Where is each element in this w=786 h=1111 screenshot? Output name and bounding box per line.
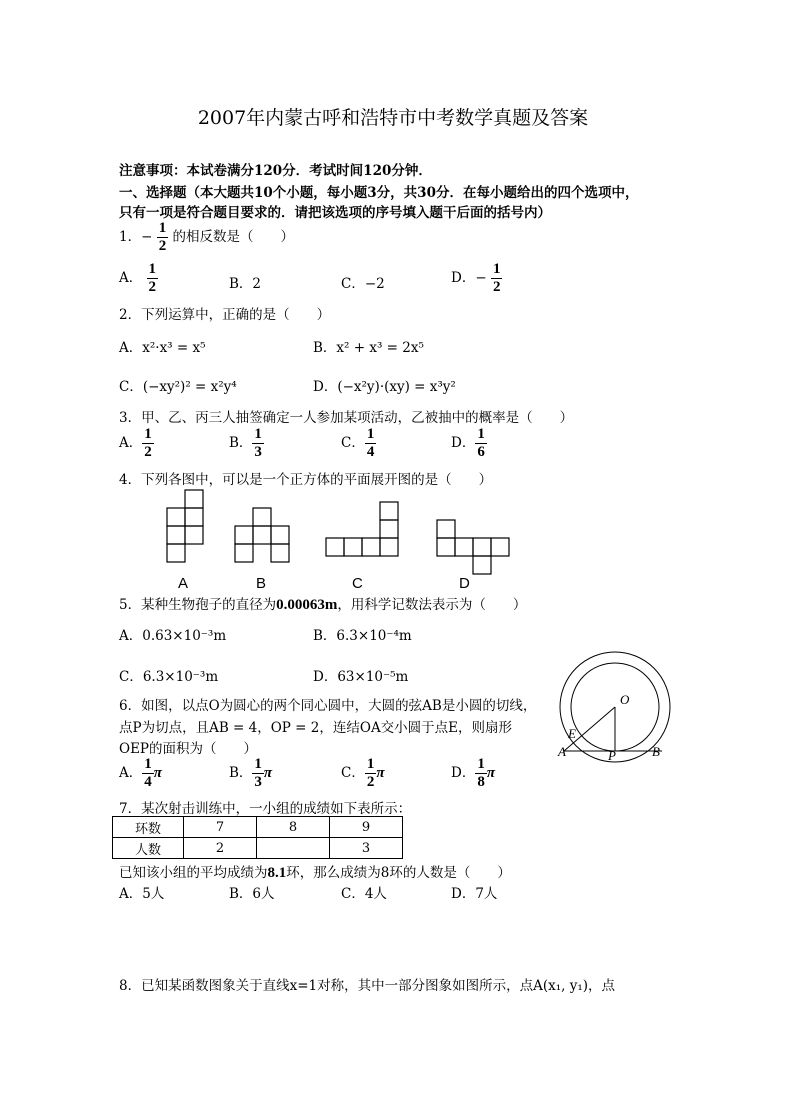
q6-option-b[interactable]: B． $\frac{1}{3}$ π	[229, 756, 273, 790]
q6-option-d[interactable]: D． $\frac{1}{8}$ π	[451, 756, 496, 790]
q1-option-c[interactable]: C．−2	[341, 276, 385, 292]
table-cell: 环数	[113, 817, 184, 838]
section-heading-line1: 一、选择题（本大题共10个小题，每小题3分，共30分．在每小题给出的四个选项中，	[119, 185, 639, 201]
section-heading-line2: 只有一项是符合题目要求的．请把该选项的序号填入题干后面的括号内）	[119, 205, 551, 221]
q5-value: 0.00063m	[276, 597, 338, 613]
table-cell: 9	[330, 817, 403, 838]
question-7-followup: 已知该小组的平均成绩为8.1环，那么成绩为8环的人数是（ ）	[119, 865, 511, 881]
table-cell	[257, 838, 330, 859]
question-6-line3: OEP的面积为（ ）	[119, 741, 258, 757]
cube-net-figures	[150, 485, 530, 575]
cube-net-a	[167, 490, 203, 562]
question-6-line1: 6．如图，以点O为圆心的两个同心圆中，大圆的弦AB是小圆的切线，	[119, 698, 537, 714]
cube-net-c	[326, 502, 398, 556]
question-4-stem: 4．下列各图中，可以是一个正方体的平面展开图的是（ ）	[119, 472, 493, 488]
caption-c: C	[352, 575, 363, 592]
q7-option-b[interactable]: B．6人	[229, 886, 275, 902]
q1-option-b[interactable]: B．2	[229, 276, 262, 292]
concentric-circles-figure	[550, 650, 692, 765]
q6-option-a[interactable]: A． $\frac{1}{4}$ π	[119, 756, 162, 790]
caption-a: A	[178, 575, 189, 592]
q3-option-d[interactable]: D． $\frac{1}{6}$	[451, 426, 485, 460]
question-7-stem: 7．某次射击训练中，一小组的成绩如下表所示：	[119, 801, 412, 817]
q1-prefix: 1．−	[119, 229, 153, 245]
q5-option-d[interactable]: D．63×10⁻⁵m	[313, 669, 409, 685]
score-table	[112, 816, 403, 859]
table-cell: 3	[330, 838, 403, 859]
q2-option-c[interactable]: C．(−xy²)² = x²y⁴	[119, 379, 237, 395]
q7-option-d[interactable]: D．7人	[451, 886, 498, 902]
q2-option-b[interactable]: B．x² + x³ = 2x⁵	[313, 340, 424, 356]
q7-option-a[interactable]: A．5人	[119, 886, 165, 902]
label-a: A	[558, 744, 566, 759]
label-o: O	[620, 692, 630, 707]
cube-net-d	[437, 520, 509, 574]
q5-option-a[interactable]: A．0.63×10⁻³m	[119, 628, 227, 644]
table-row	[113, 817, 403, 838]
table-cell: 7	[184, 817, 257, 838]
q2-option-d[interactable]: D．(−x²y)·(xy) = x³y²	[313, 379, 456, 395]
q1-option-d[interactable]: D．− $\frac{1}{2}$	[451, 261, 501, 295]
question-5-stem: 5．某种生物孢子的直径为0.00063m，用科学记数法表示为（ ）	[119, 597, 527, 613]
q3-option-a[interactable]: A． $\frac{1}{2}$	[119, 426, 152, 460]
q5-option-b[interactable]: B．6.3×10⁻⁴m	[313, 628, 412, 644]
caption-b: B	[256, 575, 267, 592]
question-8-stem: 8．已知某函数图象关于直线x=1对称，其中一部分图象如图所示，点A(x₁, y₁)，点	[119, 978, 616, 994]
q3-option-c[interactable]: C． $\frac{1}{4}$	[341, 426, 375, 460]
table-cell: 8	[257, 817, 330, 838]
table-cell: 2	[184, 838, 257, 859]
q1-option-a[interactable]: A． $\frac{1}{2}$	[119, 261, 157, 295]
q1-suffix: 的相反数是（ ）	[172, 229, 294, 245]
q1-fraction: $\frac{1}{2}$	[158, 220, 167, 254]
question-1-stem	[119, 221, 294, 254]
table-cell: 人数	[113, 838, 184, 859]
exam-notice: 注意事项：本试卷满分120分．考试时间120分钟．	[119, 163, 432, 179]
label-e: E	[568, 726, 576, 741]
question-2-stem: 2．下列运算中，正确的是（ ）	[119, 307, 331, 323]
label-b: B	[652, 744, 660, 759]
table-row	[113, 838, 403, 859]
cube-net-b	[235, 508, 289, 562]
caption-d: D	[459, 575, 470, 592]
page-title: 2007年内蒙古呼和浩特市中考数学真题及答案	[197, 107, 589, 129]
question-3-stem: 3．甲、乙、丙三人抽签确定一人参加某项活动，乙被抽中的概率是（ ）	[119, 410, 574, 426]
q7-option-c[interactable]: C．4人	[341, 886, 387, 902]
q3-option-b[interactable]: B． $\frac{1}{3}$	[229, 426, 262, 460]
q2-option-a[interactable]: A．x²·x³ = x⁵	[119, 340, 206, 356]
q5-option-c[interactable]: C．6.3×10⁻³m	[119, 669, 219, 685]
q6-option-c[interactable]: C． $\frac{1}{2}$ π	[341, 756, 385, 790]
label-p: P	[608, 748, 616, 763]
question-6-line2: 点P为切点，且AB = 4，OP = 2，连结OA交小圆于点E，则扇形	[119, 720, 513, 736]
